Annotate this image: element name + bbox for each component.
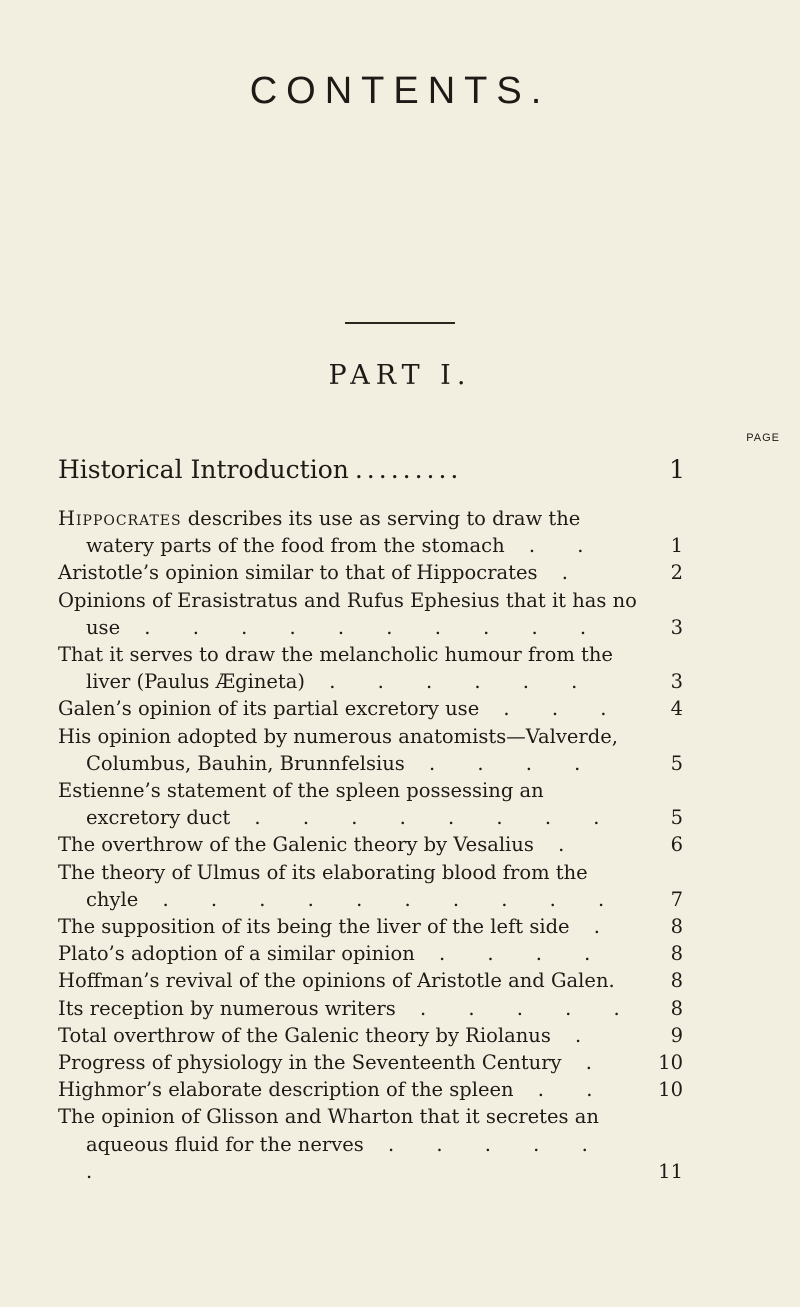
entry-dots: . . bbox=[504, 534, 602, 558]
contents-entry bbox=[58, 913, 683, 940]
contents-entry bbox=[58, 1049, 683, 1076]
contents-entry bbox=[58, 1103, 683, 1185]
part-heading: PART I. bbox=[328, 360, 472, 391]
entry-page: 4 bbox=[670, 697, 683, 721]
entry-text: Opinions of Erasistratus and Rufus Ephesius that it has no use bbox=[58, 588, 637, 639]
contents-entry bbox=[58, 859, 683, 913]
entry-text: Progress of physiology in the Seventeenth Century bbox=[58, 1051, 562, 1075]
contents-entry bbox=[58, 940, 683, 967]
entry-dots: . bbox=[537, 561, 586, 585]
entry-text: Estienne’s statement of the spleen possessing an excretory duct bbox=[58, 779, 544, 830]
entry-page: 11 bbox=[658, 1159, 683, 1183]
entry-text: describes its use as serving to draw the watery parts of the food from the stomach bbox=[86, 507, 581, 558]
page-title: CONTENTS. bbox=[249, 70, 551, 112]
entry-dots: . . . . bbox=[404, 751, 599, 775]
entry-page: 3 bbox=[670, 615, 683, 639]
entry-dots: . . . bbox=[479, 697, 625, 721]
entry-page: 8 bbox=[670, 996, 683, 1020]
entry-page: 8 bbox=[670, 942, 683, 966]
entry-text: The theory of Ulmus of its elaborating blood from the chyle bbox=[58, 860, 588, 911]
entry-dots: . . . . . . bbox=[86, 1132, 606, 1183]
entry-page: 7 bbox=[670, 887, 683, 911]
contents-entry bbox=[58, 695, 683, 722]
entry-page: 10 bbox=[658, 1051, 683, 1075]
contents-entry bbox=[58, 831, 683, 858]
entry-text: Aristotle’s opinion similar to that of Hippocrates bbox=[58, 561, 538, 585]
section-heading bbox=[58, 455, 683, 484]
entry-page: 5 bbox=[670, 751, 683, 775]
entry-text: That it serves to draw the melancholic humour from the liver (Paulus Ægineta) bbox=[58, 643, 613, 694]
divider-rule bbox=[345, 322, 455, 324]
section-heading-text: Historical Introduction bbox=[58, 455, 349, 484]
entry-text: Hoffman’s revival of the opinions of Aristotle and Galen. bbox=[58, 969, 615, 993]
section-heading-page: 1 bbox=[669, 455, 685, 484]
entry-dots: . . . . . . . . . . bbox=[120, 615, 605, 639]
entry-dots: . . . . . . . . bbox=[230, 806, 618, 830]
entry-page: 9 bbox=[670, 1023, 683, 1047]
contents-entry bbox=[58, 587, 683, 641]
entry-page: 3 bbox=[670, 670, 683, 694]
page-column-label: PAGE bbox=[746, 432, 780, 444]
contents-entry bbox=[58, 995, 683, 1022]
entry-text: His opinion adopted by numerous anatomists—Valverde, Columbus, Bauhin, Brunnfelsius bbox=[58, 724, 618, 775]
contents-entry bbox=[58, 723, 683, 777]
entry-page: 10 bbox=[658, 1078, 683, 1102]
entry-page: 8 bbox=[670, 915, 683, 939]
entry-text: Its reception by numerous writers bbox=[58, 996, 396, 1020]
entry-text: The opinion of Glisson and Wharton that it secretes an aqueous fluid for the nerves bbox=[58, 1105, 599, 1156]
entry-lead: Hippocrates bbox=[58, 507, 182, 530]
entry-text: Galen’s opinion of its partial excretory use bbox=[58, 697, 480, 721]
entry-dots: . bbox=[550, 1023, 600, 1047]
contents-entry bbox=[58, 777, 683, 831]
entry-text: Plato’s adoption of a similar opinion bbox=[58, 942, 415, 966]
entry-dots: . bbox=[533, 833, 583, 857]
entry-text: The supposition of its being the liver of the left side bbox=[58, 915, 570, 939]
contents-list bbox=[58, 505, 683, 1185]
contents-entry bbox=[58, 1022, 683, 1049]
entry-dots: . bbox=[569, 915, 618, 939]
contents-entry bbox=[58, 1076, 683, 1103]
entry-dots: . . . . . bbox=[395, 996, 638, 1020]
entry-dots: . . . . bbox=[414, 942, 609, 966]
entry-page: 8 bbox=[670, 969, 683, 993]
entry-page: 5 bbox=[670, 806, 683, 830]
contents-entry bbox=[58, 641, 683, 695]
entry-text: Highmor’s elaborate description of the spleen bbox=[58, 1078, 514, 1102]
entry-page: 1 bbox=[670, 534, 683, 558]
entry-dots: . . . . . . bbox=[305, 670, 596, 694]
entry-dots: . . . . . . . . . . bbox=[138, 887, 623, 911]
entry-dots: . . bbox=[513, 1078, 611, 1102]
entry-text: Total overthrow of the Galenic theory by Riolanus bbox=[58, 1023, 551, 1047]
contents-entry bbox=[58, 559, 683, 586]
contents-entry bbox=[58, 967, 683, 994]
entry-page: 6 bbox=[670, 833, 683, 857]
entry-page: 2 bbox=[670, 561, 683, 585]
entry-dots: . bbox=[561, 1051, 610, 1075]
section-heading-leader: ......... bbox=[354, 455, 463, 484]
contents-entry bbox=[58, 505, 683, 559]
entry-text: The overthrow of the Galenic theory by Vesalius bbox=[58, 833, 534, 857]
